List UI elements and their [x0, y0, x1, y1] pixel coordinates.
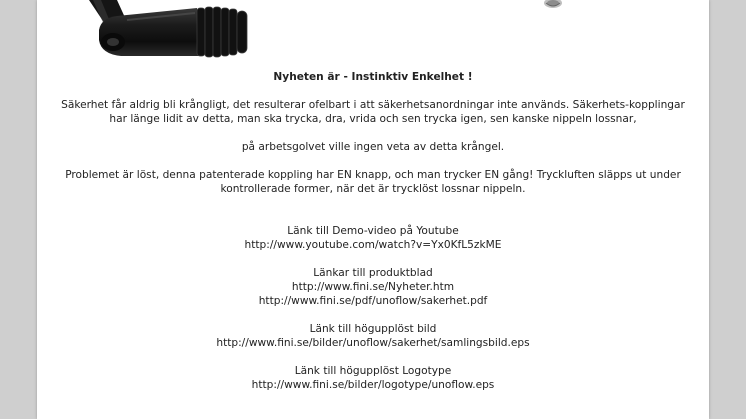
link-block-hires-image — [37, 322, 709, 350]
link-label: Länk till högupplöst Logotype — [294, 365, 452, 377]
coupling-product-image — [87, 0, 252, 64]
link-label: Länkar till produktblad — [313, 267, 433, 279]
paragraph-intro: Säkerhet får aldrig bli krångligt, det resulterar ofelbart i att säkerhetsanordningar inte används. Säkerhets-kopplingar har länge lidit av detta, man ska trycka, dra, vrida och sen trycka igen, sen kanske nippeln lossnar, — [61, 99, 685, 125]
document-page — [37, 0, 709, 419]
paragraph-solution: Problemet är löst, denna patenterade koppling har EN knapp, och man trycker EN gång! Tryckluften släpps ut under kontrollerade former, när det är trycklöst lossnar nippeln. — [65, 169, 681, 195]
link-block-video — [37, 224, 709, 252]
spacer — [37, 210, 709, 224]
headline: Nyheten är - Instinktiv Enkelhet ! — [273, 71, 473, 83]
link-url[interactable]: http://www.fini.se/bilder/unoflow/sakerhet/samlingsbild.eps — [216, 337, 530, 349]
link-url[interactable]: http://www.youtube.com/watch?v=Yx0KfL5zkME — [244, 239, 502, 251]
link-url[interactable]: http://www.fini.se/bilder/logotype/unoflow.eps — [251, 379, 495, 391]
link-label: Länk till högupplöst bild — [309, 323, 437, 335]
press-release-body — [37, 70, 709, 406]
nipple-fitting-image — [542, 0, 564, 10]
paragraph-floor: på arbetsgolvet ville ingen veta av detta krångel. — [241, 141, 505, 153]
link-block-logotype — [37, 364, 709, 392]
link-url[interactable]: http://www.fini.se/Nyheter.htm — [291, 281, 455, 293]
link-block-product-sheets — [37, 266, 709, 308]
link-url[interactable]: http://www.fini.se/pdf/unoflow/sakerhet.pdf — [258, 295, 488, 307]
link-label: Länk till Demo-video på Youtube — [287, 225, 459, 237]
